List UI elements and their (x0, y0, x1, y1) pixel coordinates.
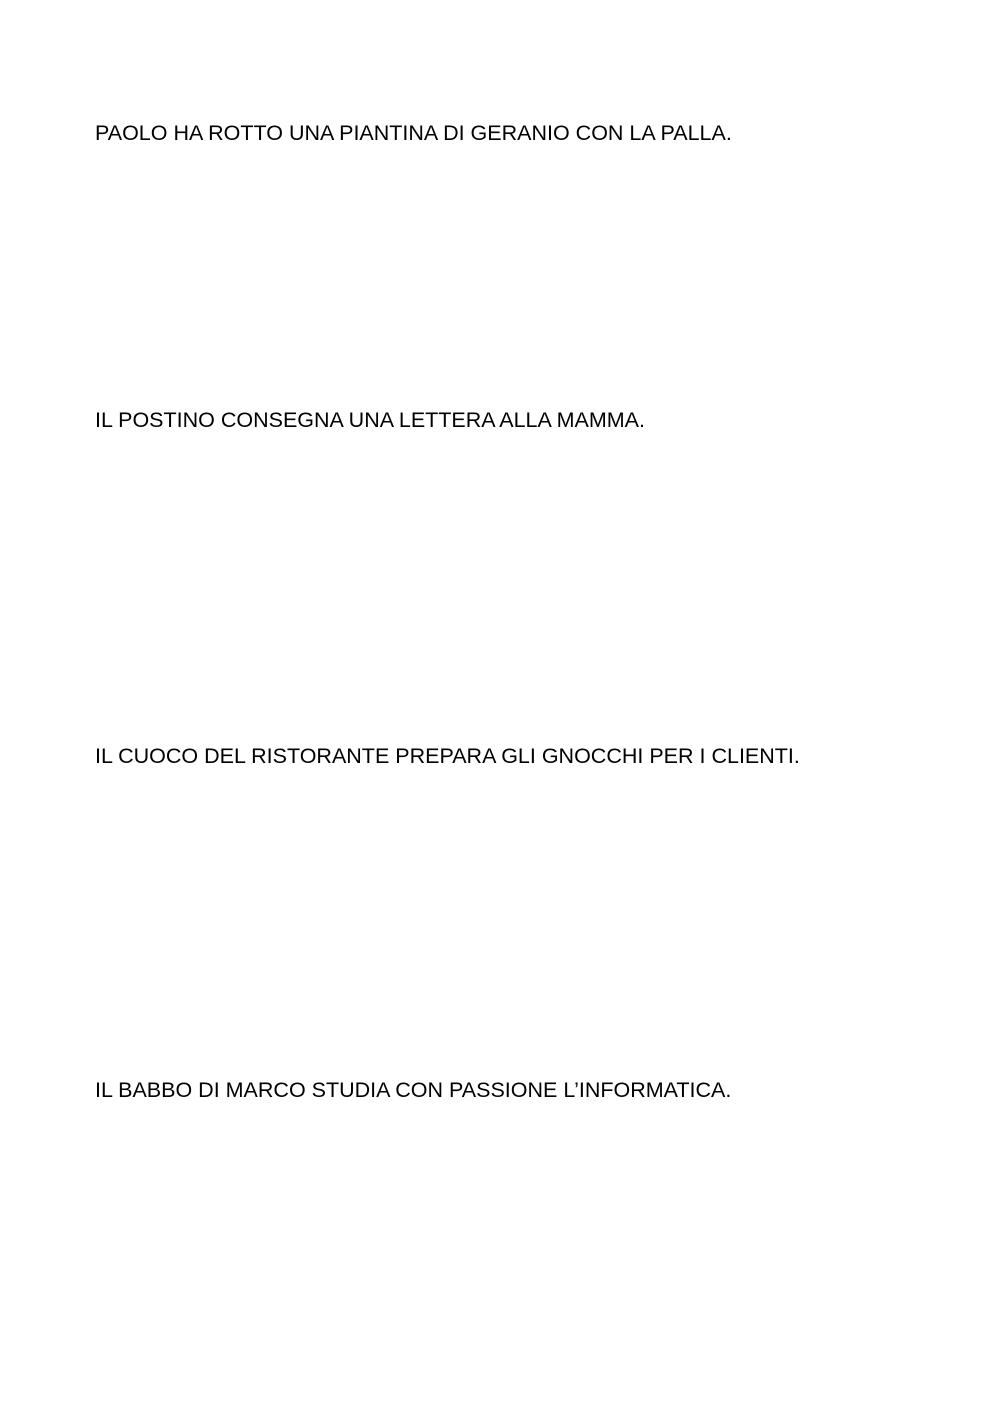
sentence-3: IL CUOCO DEL RISTORANTE PREPARA GLI GNOCCHI PER I CLIENTI. (95, 744, 800, 768)
sentence-1: PAOLO HA ROTTO UNA PIANTINA DI GERANIO CON LA PALLA. (95, 121, 732, 145)
sentence-2: IL POSTINO CONSEGNA UNA LETTERA ALLA MAMMA. (95, 408, 645, 432)
sentence-4: IL BABBO DI MARCO STUDIA CON PASSIONE L’INFORMATICA. (95, 1078, 732, 1102)
